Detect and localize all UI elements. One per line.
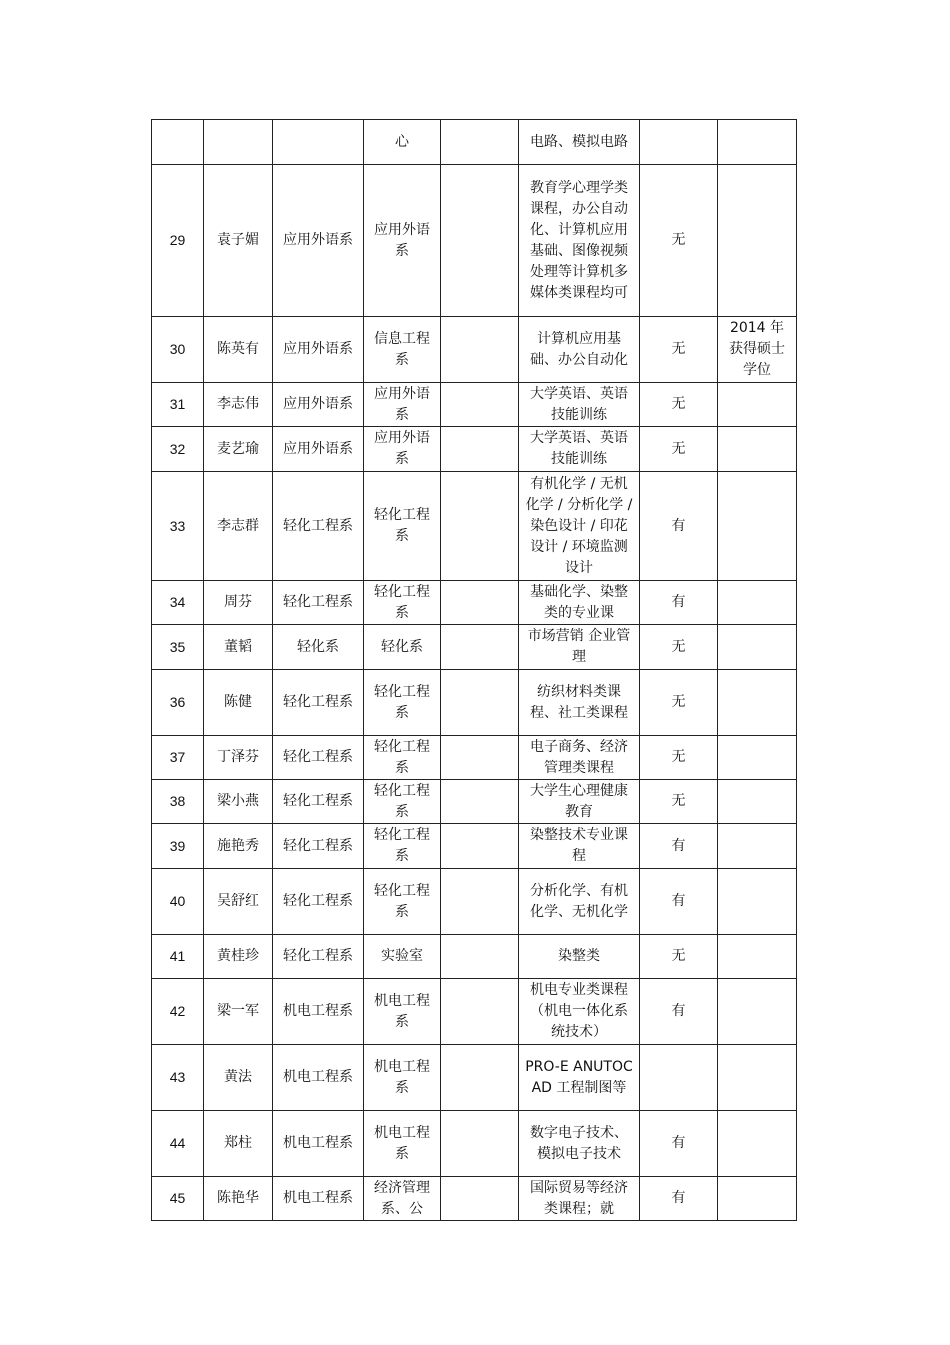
flag: 无 xyxy=(640,935,718,979)
department: 应用外语系 xyxy=(273,383,364,427)
work-unit: 应用外语系 xyxy=(364,383,441,427)
row-number: 45 xyxy=(152,1177,204,1221)
flag: 有 xyxy=(640,869,718,935)
department: 轻化工程系 xyxy=(273,935,364,979)
courses: 电路、模拟电路 xyxy=(519,120,640,165)
courses: 基础化学、染整类的专业课 xyxy=(519,581,640,625)
note: 2014 年获得硕士学位 xyxy=(718,317,797,383)
teacher-name: 周芬 xyxy=(204,581,273,625)
department: 应用外语系 xyxy=(273,427,364,472)
department: 轻化系 xyxy=(273,625,364,670)
teacher-name: 郑柱 xyxy=(204,1111,273,1177)
table-row xyxy=(152,165,797,317)
note xyxy=(718,625,797,670)
note xyxy=(718,1177,797,1221)
flag: 无 xyxy=(640,427,718,472)
courses: PRO-E ANUTOCAD 工程制图等 xyxy=(519,1045,640,1111)
blank-cell xyxy=(441,383,519,427)
teacher-name xyxy=(204,120,273,165)
courses: 数字电子技术、模拟电子技术 xyxy=(519,1111,640,1177)
note xyxy=(718,1045,797,1111)
row-number: 34 xyxy=(152,581,204,625)
flag: 无 xyxy=(640,625,718,670)
work-unit: 经济管理系、公 xyxy=(364,1177,441,1221)
work-unit: 机电工程系 xyxy=(364,1045,441,1111)
table-row xyxy=(152,1045,797,1111)
work-unit: 信息工程系 xyxy=(364,317,441,383)
courses: 教育学心理学类课程，办公自动化、计算机应用基础、图像视频处理等计算机多媒体类课程均可 xyxy=(519,165,640,317)
teacher-name: 陈英有 xyxy=(204,317,273,383)
blank-cell xyxy=(441,824,519,869)
note xyxy=(718,670,797,736)
note xyxy=(718,935,797,979)
note xyxy=(718,165,797,317)
courses: 分析化学、有机化学、无机化学 xyxy=(519,869,640,935)
teacher-name: 梁一军 xyxy=(204,979,273,1045)
flag: 无 xyxy=(640,736,718,780)
flag: 有 xyxy=(640,1111,718,1177)
note xyxy=(718,824,797,869)
department: 轻化工程系 xyxy=(273,736,364,780)
flag: 有 xyxy=(640,1177,718,1221)
table-row xyxy=(152,979,797,1045)
note xyxy=(718,1111,797,1177)
flag: 有 xyxy=(640,979,718,1045)
table-row xyxy=(152,581,797,625)
department: 轻化工程系 xyxy=(273,581,364,625)
department: 机电工程系 xyxy=(273,1111,364,1177)
table-row xyxy=(152,869,797,935)
table-row xyxy=(152,1111,797,1177)
row-number: 40 xyxy=(152,869,204,935)
row-number: 31 xyxy=(152,383,204,427)
courses: 纺织材料类课程、社工类课程 xyxy=(519,670,640,736)
flag: 无 xyxy=(640,165,718,317)
row-number: 42 xyxy=(152,979,204,1045)
courses: 市场营销 企业管理 xyxy=(519,625,640,670)
teacher-table xyxy=(151,119,797,1221)
work-unit: 轻化工程系 xyxy=(364,869,441,935)
work-unit: 轻化工程系 xyxy=(364,780,441,824)
courses: 染整类 xyxy=(519,935,640,979)
blank-cell xyxy=(441,736,519,780)
blank-cell xyxy=(441,165,519,317)
flag: 有 xyxy=(640,581,718,625)
table-row xyxy=(152,670,797,736)
work-unit: 轻化工程系 xyxy=(364,736,441,780)
department xyxy=(273,120,364,165)
flag xyxy=(640,1045,718,1111)
note xyxy=(718,472,797,581)
table-row xyxy=(152,824,797,869)
flag: 有 xyxy=(640,824,718,869)
table-row xyxy=(152,625,797,670)
work-unit: 实验室 xyxy=(364,935,441,979)
department: 轻化工程系 xyxy=(273,824,364,869)
flag xyxy=(640,120,718,165)
courses: 染整技术专业课程 xyxy=(519,824,640,869)
row-number: 35 xyxy=(152,625,204,670)
row-number: 32 xyxy=(152,427,204,472)
note xyxy=(718,120,797,165)
blank-cell xyxy=(441,1177,519,1221)
row-number: 44 xyxy=(152,1111,204,1177)
blank-cell xyxy=(441,625,519,670)
teacher-name: 袁子媚 xyxy=(204,165,273,317)
department: 轻化工程系 xyxy=(273,869,364,935)
work-unit: 轻化工程系 xyxy=(364,670,441,736)
courses: 大学英语、英语技能训练 xyxy=(519,427,640,472)
row-number: 29 xyxy=(152,165,204,317)
blank-cell xyxy=(441,120,519,165)
courses: 国际贸易等经济类课程；就 xyxy=(519,1177,640,1221)
note xyxy=(718,736,797,780)
row-number: 36 xyxy=(152,670,204,736)
teacher-name: 吴舒红 xyxy=(204,869,273,935)
blank-cell xyxy=(441,427,519,472)
flag: 有 xyxy=(640,472,718,581)
work-unit: 心 xyxy=(364,120,441,165)
work-unit: 轻化工程系 xyxy=(364,472,441,581)
teacher-name: 丁泽芬 xyxy=(204,736,273,780)
flag: 无 xyxy=(640,670,718,736)
teacher-name: 麦艺瑜 xyxy=(204,427,273,472)
row-number: 30 xyxy=(152,317,204,383)
work-unit: 轻化工程系 xyxy=(364,824,441,869)
note xyxy=(718,383,797,427)
flag: 无 xyxy=(640,383,718,427)
courses: 机电专业类课程（机电一体化系统技术） xyxy=(519,979,640,1045)
blank-cell xyxy=(441,1045,519,1111)
note xyxy=(718,581,797,625)
department: 应用外语系 xyxy=(273,317,364,383)
row-number: 39 xyxy=(152,824,204,869)
blank-cell xyxy=(441,472,519,581)
table-row xyxy=(152,383,797,427)
blank-cell xyxy=(441,670,519,736)
department: 轻化工程系 xyxy=(273,472,364,581)
courses: 大学生心理健康教育 xyxy=(519,780,640,824)
teacher-name: 黄桂珍 xyxy=(204,935,273,979)
teacher-name: 陈健 xyxy=(204,670,273,736)
row-number: 43 xyxy=(152,1045,204,1111)
blank-cell xyxy=(441,1111,519,1177)
note xyxy=(718,427,797,472)
work-unit: 轻化系 xyxy=(364,625,441,670)
work-unit: 轻化工程系 xyxy=(364,581,441,625)
blank-cell xyxy=(441,979,519,1045)
work-unit: 应用外语系 xyxy=(364,427,441,472)
blank-cell xyxy=(441,581,519,625)
blank-cell xyxy=(441,935,519,979)
row-number: 41 xyxy=(152,935,204,979)
blank-cell xyxy=(441,780,519,824)
courses: 有机化学 / 无机化学 / 分析化学 / 染色设计 / 印花设计 / 环境监测设计 xyxy=(519,472,640,581)
blank-cell xyxy=(441,317,519,383)
department: 应用外语系 xyxy=(273,165,364,317)
teacher-name: 黄法 xyxy=(204,1045,273,1111)
note xyxy=(718,979,797,1045)
table-row xyxy=(152,427,797,472)
courses: 电子商务、经济管理类课程 xyxy=(519,736,640,780)
teacher-name: 李志群 xyxy=(204,472,273,581)
table-row xyxy=(152,472,797,581)
row-number xyxy=(152,120,204,165)
work-unit: 应用外语系 xyxy=(364,165,441,317)
work-unit: 机电工程系 xyxy=(364,979,441,1045)
department: 机电工程系 xyxy=(273,1045,364,1111)
table-row xyxy=(152,935,797,979)
table-row xyxy=(152,1177,797,1221)
flag: 无 xyxy=(640,780,718,824)
department: 机电工程系 xyxy=(273,1177,364,1221)
courses: 计算机应用基础、办公自动化 xyxy=(519,317,640,383)
blank-cell xyxy=(441,869,519,935)
table-row xyxy=(152,780,797,824)
note xyxy=(718,780,797,824)
table-row xyxy=(152,317,797,383)
table-row xyxy=(152,120,797,165)
flag: 无 xyxy=(640,317,718,383)
department: 轻化工程系 xyxy=(273,670,364,736)
note xyxy=(718,869,797,935)
teacher-name: 董韬 xyxy=(204,625,273,670)
work-unit: 机电工程系 xyxy=(364,1111,441,1177)
table-row xyxy=(152,736,797,780)
row-number: 38 xyxy=(152,780,204,824)
teacher-name: 施艳秀 xyxy=(204,824,273,869)
teacher-name: 李志伟 xyxy=(204,383,273,427)
teacher-name: 陈艳华 xyxy=(204,1177,273,1221)
teacher-name: 梁小燕 xyxy=(204,780,273,824)
row-number: 37 xyxy=(152,736,204,780)
courses: 大学英语、英语技能训练 xyxy=(519,383,640,427)
row-number: 33 xyxy=(152,472,204,581)
department: 轻化工程系 xyxy=(273,780,364,824)
department: 机电工程系 xyxy=(273,979,364,1045)
